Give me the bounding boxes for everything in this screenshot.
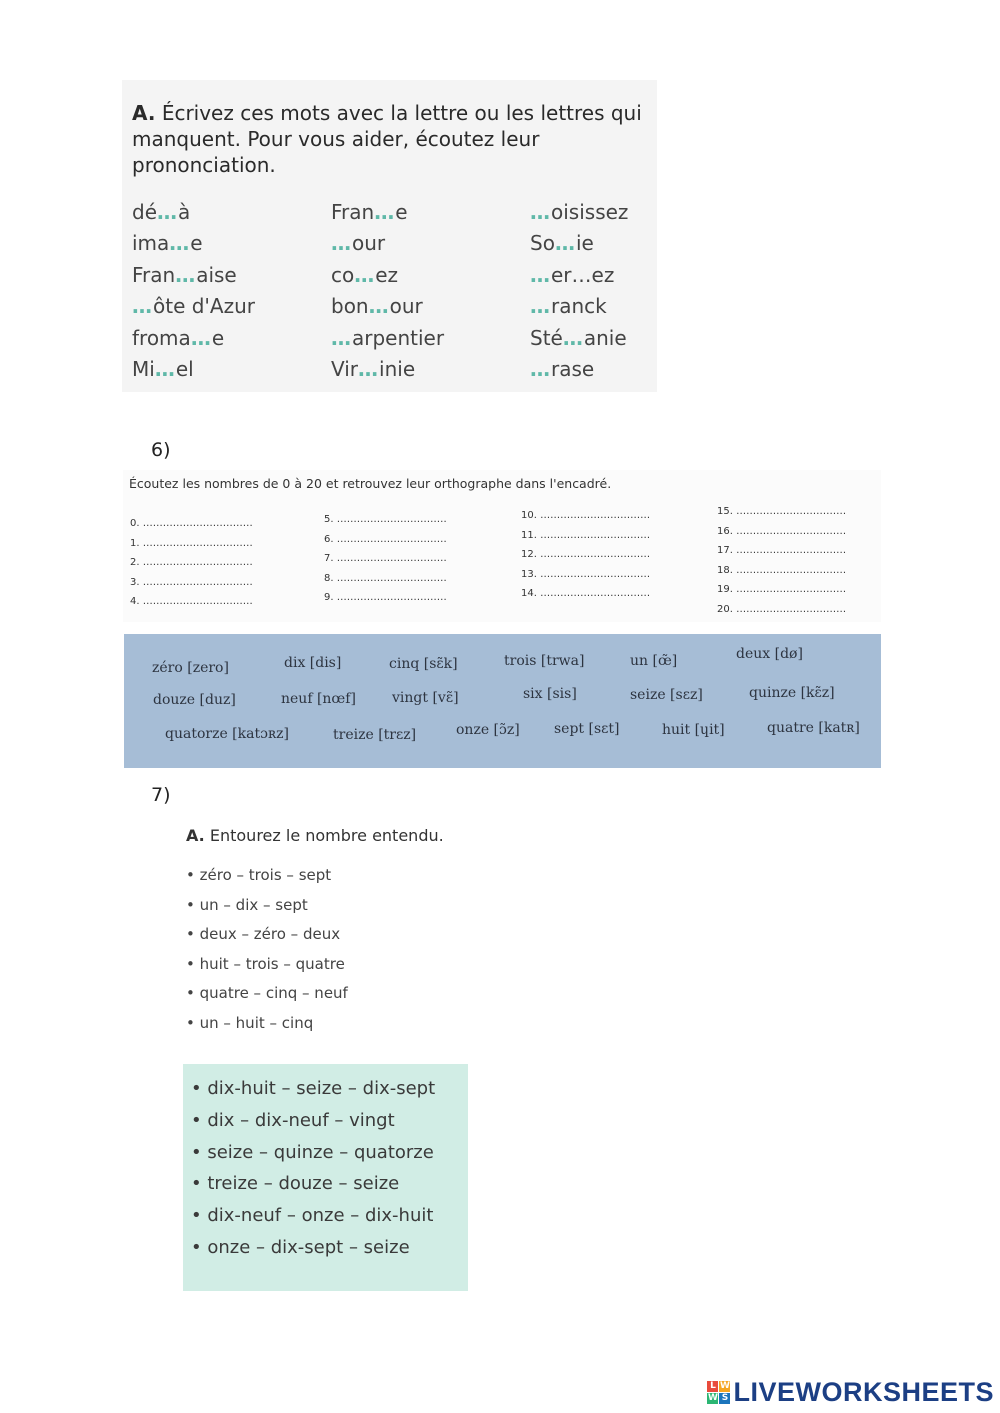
numbers-column-4 — [717, 506, 846, 623]
exercise-a-letter: A. — [132, 101, 156, 125]
word-end: rase — [551, 356, 595, 381]
numbers-column-1 — [130, 518, 253, 616]
bullet-icon: • — [191, 1205, 208, 1227]
missing-letters-blank[interactable]: … — [190, 325, 212, 350]
number-answer-line[interactable]: 5. …………………………… — [324, 514, 447, 525]
choice-text: zéro – trois – sept — [199, 866, 332, 884]
word-end: ie — [575, 231, 594, 256]
word-end: aise — [196, 262, 237, 287]
number-word-chip: neuf [nœf] — [281, 691, 356, 707]
choice-text: seize – quinze – quatorze — [207, 1141, 434, 1163]
bullet-icon: • — [191, 1236, 208, 1258]
word-end: our — [389, 294, 423, 319]
liveworksheets-logo — [707, 1376, 994, 1408]
number-answer-line[interactable]: 12. …………………………… — [521, 549, 651, 560]
missing-letters-blank[interactable]: … — [554, 231, 576, 256]
exercise-7-letter: A. — [186, 826, 205, 845]
missing-letter-word — [331, 263, 444, 294]
word-start: Sté — [530, 325, 563, 350]
word-start: co — [331, 262, 355, 287]
word-end: oisissez — [551, 200, 629, 224]
number-answer-line[interactable]: 13. …………………………… — [521, 568, 651, 580]
number-word-chip: seize [sɛz] — [630, 687, 703, 703]
missing-letters-blank[interactable]: … — [175, 262, 197, 287]
choice-item[interactable] — [186, 1014, 348, 1044]
number-word-chip: six [sis] — [523, 686, 577, 702]
number-word-chip: sept [sɛt] — [554, 721, 620, 737]
word-end: ez — [375, 262, 399, 287]
number-answer-line[interactable]: 15. …………………………… — [717, 506, 847, 517]
number-answer-line[interactable]: 2. …………………………… — [130, 557, 253, 568]
word-start: ima — [132, 231, 170, 256]
missing-letters-blank[interactable]: … — [358, 356, 380, 381]
bullet-icon: • — [191, 1109, 208, 1131]
number-word-chip: deux [dø] — [736, 646, 803, 662]
numbers-column-2 — [324, 514, 447, 612]
word-end: el — [175, 356, 194, 381]
choice-item[interactable] — [191, 1173, 435, 1205]
number-word-chip: onze [ɔ̃z] — [456, 722, 520, 738]
missing-letters-blank[interactable]: … — [562, 325, 584, 350]
word-end: er…ez — [551, 262, 615, 287]
number-word-chip: vingt [vɛ̃] — [392, 690, 459, 706]
number-word-chip: douze [duz] — [153, 692, 236, 708]
missing-letters-blank[interactable]: … — [154, 356, 176, 381]
bullet-icon: • — [186, 895, 200, 914]
choice-text: un – huit – cinq — [199, 1013, 314, 1032]
bullet-icon: • — [186, 1013, 200, 1032]
word-start: Fran — [132, 262, 176, 287]
word-end: e — [190, 231, 203, 256]
number-word-chip: un [œ̃] — [630, 653, 678, 669]
choice-text: dix-huit – seize – dix-sept — [207, 1078, 436, 1099]
missing-letter-word — [530, 294, 628, 325]
missing-letter-word — [132, 357, 255, 388]
number-answer-line[interactable]: 18. …………………………… — [717, 564, 847, 576]
word-start: Mi — [132, 356, 155, 381]
choice-item[interactable] — [191, 1142, 435, 1174]
missing-letters-blank[interactable]: … — [331, 231, 352, 256]
word-column-1 — [132, 200, 255, 388]
word-end: e — [211, 325, 225, 350]
word-end: inie — [379, 356, 416, 381]
numbers-instruction: Écoutez les nombres de 0 à 20 et retrouvez leur orthographe dans l'encadré. — [129, 476, 612, 491]
number-word-chip: dix [dis] — [284, 655, 342, 671]
missing-letter-word — [331, 357, 444, 388]
word-end: à — [178, 200, 191, 224]
number-answer-line[interactable]: 4. …………………………… — [130, 596, 253, 607]
choice-text: dix-neuf – onze – dix-huit — [207, 1205, 434, 1227]
number-answer-line[interactable]: 7. …………………………… — [324, 553, 447, 564]
number-answer-line[interactable]: 0. …………………………… — [130, 518, 253, 529]
word-start: So — [530, 231, 555, 256]
number-answer-line[interactable]: 19. …………………………… — [717, 584, 847, 595]
choice-list-2 — [191, 1078, 435, 1269]
missing-letter-word — [331, 294, 444, 325]
numbers-dictation-panel — [123, 470, 881, 622]
number-answer-line[interactable]: 14. …………………………… — [521, 588, 651, 599]
bullet-icon: • — [186, 866, 200, 884]
numbers-column-3 — [521, 510, 650, 608]
bullet-icon: • — [191, 1078, 208, 1099]
missing-letters-blank[interactable]: … — [374, 200, 396, 224]
missing-letter-word — [132, 200, 255, 231]
missing-letters-blank[interactable]: … — [132, 294, 153, 319]
choice-text: treize – douze – seize — [207, 1173, 400, 1195]
number-word-chip: quatre [katʀ] — [767, 720, 860, 736]
choice-text: quatre – cinq – neuf — [199, 984, 348, 1003]
number-answer-line[interactable]: 6. …………………………… — [324, 533, 447, 545]
missing-letters-blank[interactable]: … — [169, 231, 191, 256]
logo-mark-tile: L — [707, 1381, 718, 1392]
question-6-number: 6) — [151, 439, 171, 461]
word-end: ranck — [551, 294, 607, 319]
logo-mark-tile: S — [719, 1393, 730, 1404]
missing-letter-word — [530, 326, 628, 357]
number-answer-line[interactable]: 20. …………………………… — [717, 603, 847, 615]
exercise-a-instruction — [132, 100, 652, 178]
missing-letters-blank[interactable]: … — [530, 356, 551, 381]
logo-wordmark: LIVEWORKSHEETS — [733, 1376, 994, 1407]
word-start: Vir — [331, 356, 359, 381]
exercise-a-panel — [122, 80, 657, 392]
number-word-chip: zéro [zero] — [152, 660, 229, 676]
missing-letter-word — [132, 263, 255, 294]
missing-letter-word — [132, 231, 255, 262]
choice-box-green — [183, 1064, 468, 1291]
missing-letters-blank[interactable]: … — [530, 200, 551, 224]
word-end: ôte d'Azur — [153, 294, 256, 319]
choice-text: onze – dix-sept – seize — [207, 1236, 410, 1258]
choice-item[interactable] — [186, 984, 348, 1014]
logo-mark-icon — [707, 1381, 730, 1404]
word-end: e — [395, 200, 408, 224]
number-answer-line[interactable]: 17. …………………………… — [717, 545, 847, 556]
bullet-icon: • — [186, 954, 200, 973]
missing-letters-blank[interactable]: … — [530, 262, 551, 287]
exercise-7-text: Entourez le nombre entendu. — [209, 826, 444, 845]
number-word-chip: quatorze [katɔʀz] — [165, 726, 289, 742]
missing-letters-blank[interactable]: … — [354, 262, 376, 287]
missing-letter-word — [331, 231, 444, 262]
missing-letters-blank[interactable]: … — [368, 294, 390, 319]
choice-item[interactable] — [186, 866, 348, 896]
missing-letter-word — [530, 263, 628, 294]
number-answer-line[interactable]: 16. …………………………… — [717, 525, 847, 537]
missing-letter-word — [530, 200, 628, 231]
bullet-icon: • — [191, 1141, 208, 1163]
choice-item[interactable] — [186, 896, 348, 926]
number-answer-line[interactable]: 8. …………………………… — [324, 572, 447, 584]
bullet-icon: • — [186, 984, 200, 1003]
bullet-icon: • — [191, 1173, 208, 1195]
circle-number-panel — [180, 820, 500, 1050]
number-word-chip: huit [ɥit] — [662, 722, 725, 738]
number-word-chip: trois [trwa] — [504, 653, 585, 669]
choice-list-1 — [186, 866, 348, 1044]
exercise-a-text: Écrivez ces mots avec la lettre ou les lettres qui manquent. Pour vous aider, écoutez leur prononciation. — [132, 101, 642, 177]
number-word-chip: treize [trɛz] — [333, 727, 417, 743]
word-start: froma — [132, 325, 191, 350]
missing-letters-blank[interactable]: … — [530, 294, 551, 319]
missing-letter-word — [530, 231, 628, 262]
bullet-icon: • — [186, 925, 200, 944]
missing-letters-blank[interactable]: … — [157, 200, 178, 224]
choice-item[interactable] — [191, 1078, 435, 1110]
word-column-3 — [530, 200, 628, 388]
number-answer-line[interactable]: 11. …………………………… — [521, 529, 651, 541]
word-end: anie — [583, 325, 627, 350]
choice-item[interactable] — [191, 1110, 435, 1142]
logo-mark-tile: W — [708, 1392, 718, 1403]
choice-item[interactable] — [186, 925, 348, 955]
choice-item[interactable] — [191, 1205, 435, 1237]
question-7-number: 7) — [151, 784, 171, 806]
circle-number-instruction — [186, 826, 444, 845]
number-answer-line[interactable]: 3. …………………………… — [130, 576, 253, 588]
missing-letter-word — [132, 326, 255, 357]
logo-mark-tile: W — [720, 1380, 730, 1391]
word-end: our — [352, 231, 386, 256]
word-start: bon — [331, 294, 369, 319]
missing-letter-word — [530, 357, 628, 388]
choice-item[interactable] — [191, 1237, 435, 1269]
choice-item[interactable] — [186, 955, 348, 985]
word-start: dé — [132, 200, 157, 224]
number-word-box — [124, 634, 881, 768]
missing-letters-blank[interactable]: … — [331, 325, 352, 350]
number-answer-line[interactable]: 9. …………………………… — [324, 592, 447, 603]
word-end: arpentier — [352, 325, 445, 350]
missing-letter-word — [132, 294, 255, 325]
missing-letter-word — [331, 200, 444, 231]
choice-text: dix – dix-neuf – vingt — [207, 1109, 395, 1131]
number-word-chip: quinze [kɛ̃z] — [749, 685, 835, 701]
number-answer-line[interactable]: 10. …………………………… — [521, 510, 651, 521]
choice-text: deux – zéro – deux — [199, 925, 341, 944]
choice-text: un – dix – sept — [199, 895, 308, 914]
missing-letter-word — [331, 326, 444, 357]
word-start: Fran — [331, 200, 375, 224]
word-column-2 — [331, 200, 444, 388]
number-word-chip: cinq [sɛ̃k] — [389, 656, 458, 672]
number-answer-line[interactable]: 1. …………………………… — [130, 537, 253, 549]
choice-text: huit – trois – quatre — [199, 954, 345, 973]
